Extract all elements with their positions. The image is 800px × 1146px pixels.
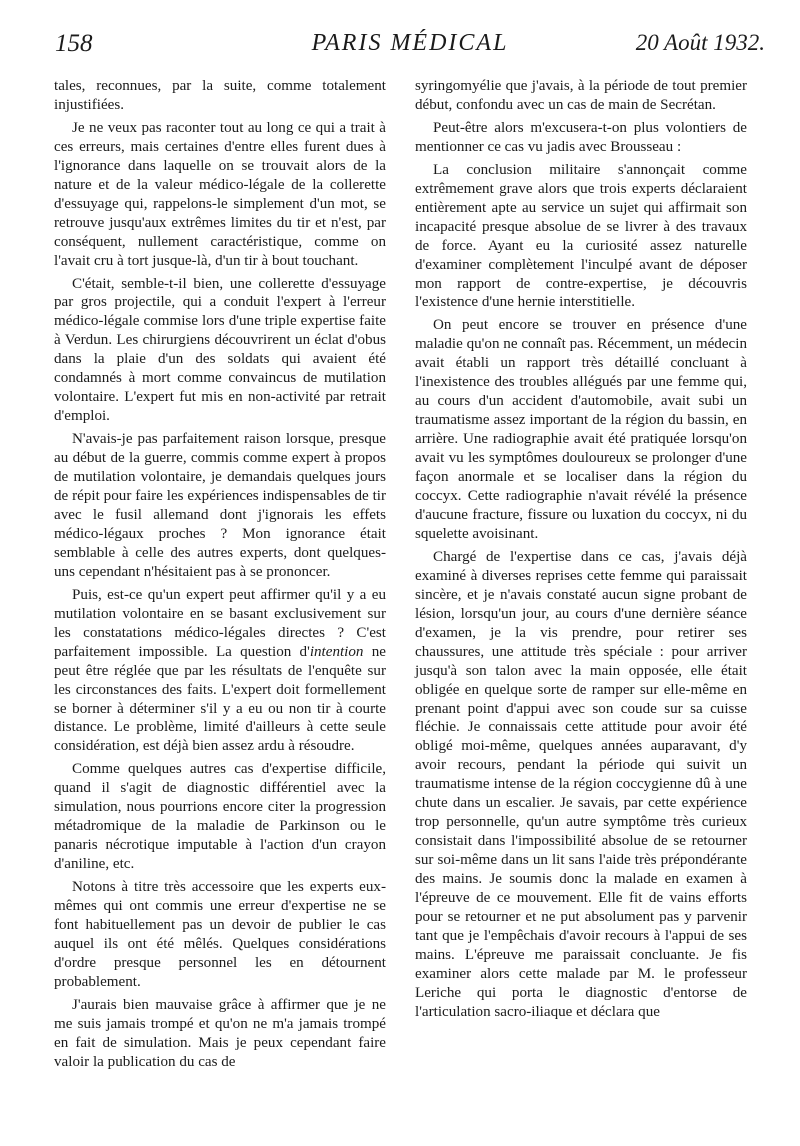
issue-date: 20 Août 1932. bbox=[635, 30, 765, 55]
journal-title: PARIS MÉDICAL bbox=[311, 30, 509, 56]
paragraph: La conclusion militaire s'annonçait comme extrêmement grave alors que trois experts déclaraient entièrement apte au service un sujet qui affirmait son incapacité presque absolue de se livrer à des travaux de force. Ayant eu la curiosité assez naturelle d'examiner complètement l'inculpé avant de déposer mon rapport de contre-expertise, je découvris l'existence d'une hernie interstitielle. bbox=[415, 161, 747, 311]
paragraph: C'était, semble-t-il bien, une collerette d'essuyage par gros projectile, qui a conduit l'expert à l'erreur médico-légale commise lors d'une triple expertise faite à Verdun. Les chirurgiens découvrirent un éclat d'obus dans la plaie d'un des soldats qui avaient été condamnés à mort comme convaincus de mutilation volontaire. L'expert fut mis en non-activité par retrait d'emploi. bbox=[54, 275, 386, 425]
paragraph: Chargé de l'expertise dans ce cas, j'avais déjà examiné à diverses reprises cette femme qui paraissait sincère, et je n'avais constaté aucun signe probant de lésion, lorsqu'un jour, au cours d'une dernière séance d'examen, je la vis prendre, pour retirer ses chaussures, une attitude très spéciale : pour arriver jusqu'à son talon avec la main opposée, elle était obligée en quelque sorte de ramper sur elle-même en prenant point d'appui avec son coude sur sa cuisse fléchie. Je connaissais cette attitude pour avoir été obligé moi-même, quelques années auparavant, d'y avoir recours, pendant la période qui suivit un traumatisme intense de la région coccygienne dû à une chute dans un escalier. Je savais, par cette expérience trop personnelle, qu'un autre symptôme très curieux consistait dans l'impossibilité absolue de se retourner sur soi-même dans un lit sans l'aide très prépondérante des mains. Je soumis donc la malade en examen à l'épreuve de ce mouvement. Elle fit de vains efforts pour se retourner et ne put absolument pas y parvenir tant que je l'empêchais d'avoir recours à l'appui de ses mains. L'épreuve me paraissait concluante. Je fis examiner alors cette malade par M. le professeur Leriche qui porta le diagnostic d'entorse de l'articulation sacro-iliaque et déclara que bbox=[415, 548, 747, 1020]
right-column bbox=[415, 77, 747, 1026]
paragraph: Puis, est-ce qu'un expert peut affirmer qu'il y a eu mutilation volontaire en se basant exclusivement sur les constatations médico-légales directes ? C'est parfaitement impossible. La question d'intention ne peut être réglée que par les résultats de l'enquête sur les circonstances des faits. L'expert doit formellement se borner à déterminer s'il y a eu ou non tir à courte distance. Le problème, limité d'ailleurs à cette seule considération, est déjà bien assez ardu à résoudre. bbox=[54, 586, 386, 755]
paragraph: tales, reconnues, par la suite, comme totalement injustifiées. bbox=[54, 78, 386, 113]
page-number: 158 bbox=[55, 30, 93, 57]
paragraph: Peut-être alors m'excusera-t-on plus volontiers de mentionner ce cas vu jadis avec Brousseau : bbox=[415, 119, 747, 155]
left-column bbox=[54, 77, 386, 1076]
paragraph: syringomyélie que j'avais, à la période de tout premier début, confondu avec un cas de main de Secrétan. bbox=[415, 78, 747, 113]
paragraph: N'avais-je pas parfaitement raison lorsque, presque au début de la guerre, commis comme expert à propos de mutilation volontaire, je demandais quelques jours de répit pour faire les expériences indispensables de tir avec le fusil allemand dont j'ignorais les effets médico-légaux proches ? Mon ignorance était semblable à celle des autres experts, dont quelques-uns cependant n'hésitaient pas à se prononcer. bbox=[54, 431, 386, 580]
running-header bbox=[55, 30, 765, 64]
paragraph: Comme quelques autres cas d'expertise difficile, quand il s'agit de diagnostic différentiel avec la simulation, nous pourrions encore citer la progression métadromique de la maladie de Parkinson ou le panaris nécrotique imputable à l'action d'un crayon d'aniline, etc. bbox=[54, 761, 386, 873]
paragraph: Notons à titre très accessoire que les experts eux-mêmes qui ont commis une erreur d'expertise ne se font habituellement pas un devoir de publier le cas auquel ils ont été mêlés. Quelques considérations d'ordre presque personnel les en détournent probablement. bbox=[54, 879, 386, 990]
paragraph: Je ne veux pas raconter tout au long ce qui a trait à ces erreurs, mais certaines d'entre elles furent dues à l'ignorance dans laquelle on se trouvait alors de la nature et de la valeur médico-légale de la collerette d'essuyage qui, rappelons-le simplement d'un mot, se retrouve jusqu'aux extrêmes limites du tir et n'est, par conséquent, nullement caractéristique, comme on l'avait cru à tort jusque-là, d'un tir à bout touchant. bbox=[54, 119, 386, 269]
paragraph: J'aurais bien mauvaise grâce à affirmer que je ne me suis jamais trompé et qu'on ne m'a jamais trompé en fait de simulation. Mais je peux cependant faire valoir la publication du cas de bbox=[54, 996, 386, 1070]
italic-term: intention bbox=[309, 643, 364, 660]
paragraph: On peut encore se trouver en présence d'une maladie qu'on ne connaît pas. Récemment, un médecin avait établi un rapport très détaillé concluant à l'inexistence des troubles allégués par une femme qui, au cours d'un accident d'automobile, avait subi un traumatisme assez important de la région du bassin, en arrière. Une radiographie avait été pratiquée lorsqu'on avait vu les symptômes douloureux se prolonger d'une façon anormale et se localiser dans la région du coccyx. Cette radiographie n'avait révélé la présence d'aucune fracture, fissure ou luxation du coccyx, ni du squelette avoisinant. bbox=[415, 317, 747, 542]
